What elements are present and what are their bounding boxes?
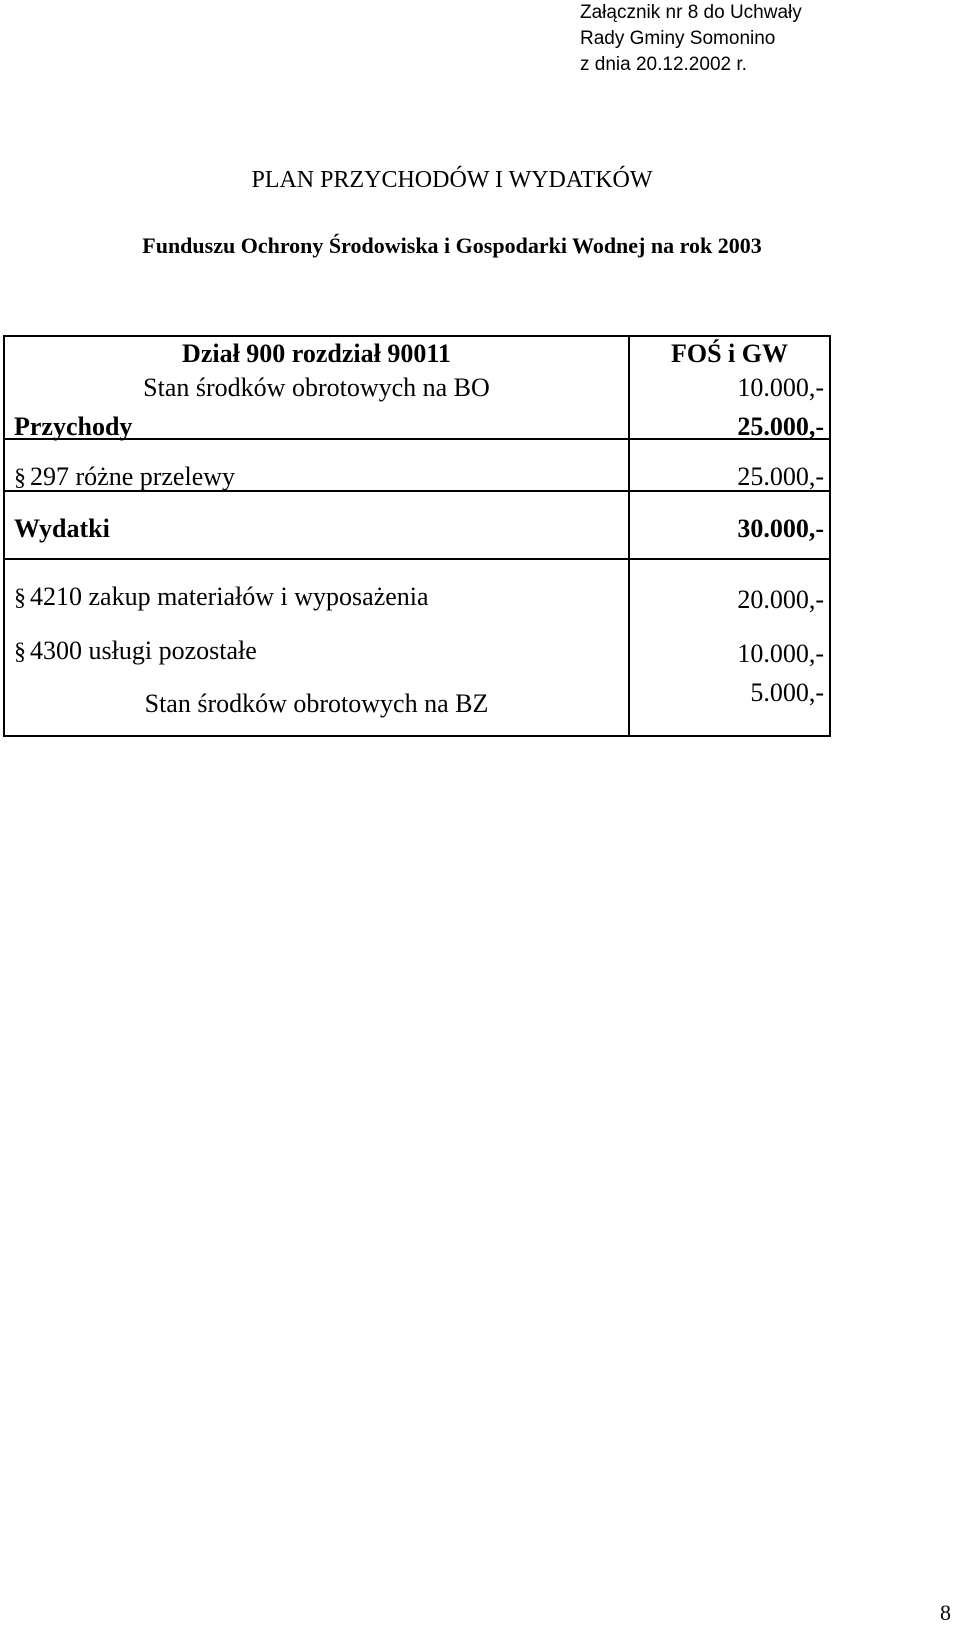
paragraph-symbol: § xyxy=(14,465,26,491)
expense-item xyxy=(14,582,429,613)
expense-item-value: 20.000,- xyxy=(737,585,824,614)
closing-balance-label: Stan środków obrotowych na BZ xyxy=(144,689,489,718)
opening-balance-value: 10.000,- xyxy=(737,373,824,402)
table-header-fund: FOŚ i GW xyxy=(670,339,788,368)
paragraph-symbol: § xyxy=(14,585,26,611)
closing-balance-value: 5.000,- xyxy=(750,678,824,707)
expense-item-value: 10.000,- xyxy=(737,639,824,668)
attachment-note-line-1: Załącznik nr 8 do Uchwały xyxy=(580,2,802,23)
row-divider xyxy=(5,558,829,560)
expense-item-label: usługi pozostałe xyxy=(88,636,257,665)
expense-label: Wydatki xyxy=(14,514,110,543)
income-label: Przychody xyxy=(14,412,133,441)
page-number: 8 xyxy=(940,1600,951,1625)
plan-table xyxy=(3,335,831,737)
attachment-note-line-2: Rady Gminy Somonino xyxy=(580,28,776,49)
expense-item xyxy=(14,636,257,667)
expense-item-code: 4210 xyxy=(30,582,82,611)
table-header-section: Dział 900 rozdział 90011 xyxy=(182,339,451,368)
income-item-label: różne przelewy xyxy=(75,462,236,491)
income-total: 25.000,- xyxy=(737,412,824,441)
income-item-code: 297 xyxy=(30,462,69,491)
attachment-note-line-3: z dnia 20.12.2002 r. xyxy=(580,54,747,75)
attachment-note xyxy=(580,0,802,78)
document-subtitle: Funduszu Ochrony Środowiska i Gospodarki Wodnej na rok 2003 xyxy=(142,233,762,258)
expense-item-code: 4300 xyxy=(30,636,82,665)
document-title: PLAN PRZYCHODÓW I WYDATKÓW xyxy=(251,167,653,193)
paragraph-symbol: § xyxy=(14,639,26,665)
opening-balance-label: Stan środków obrotowych na BO xyxy=(143,373,490,402)
income-item-value: 25.000,- xyxy=(737,462,824,491)
expense-total: 30.000,- xyxy=(737,514,824,543)
expense-item-label: zakup materiałów i wyposażenia xyxy=(88,582,429,611)
income-item xyxy=(14,462,235,493)
